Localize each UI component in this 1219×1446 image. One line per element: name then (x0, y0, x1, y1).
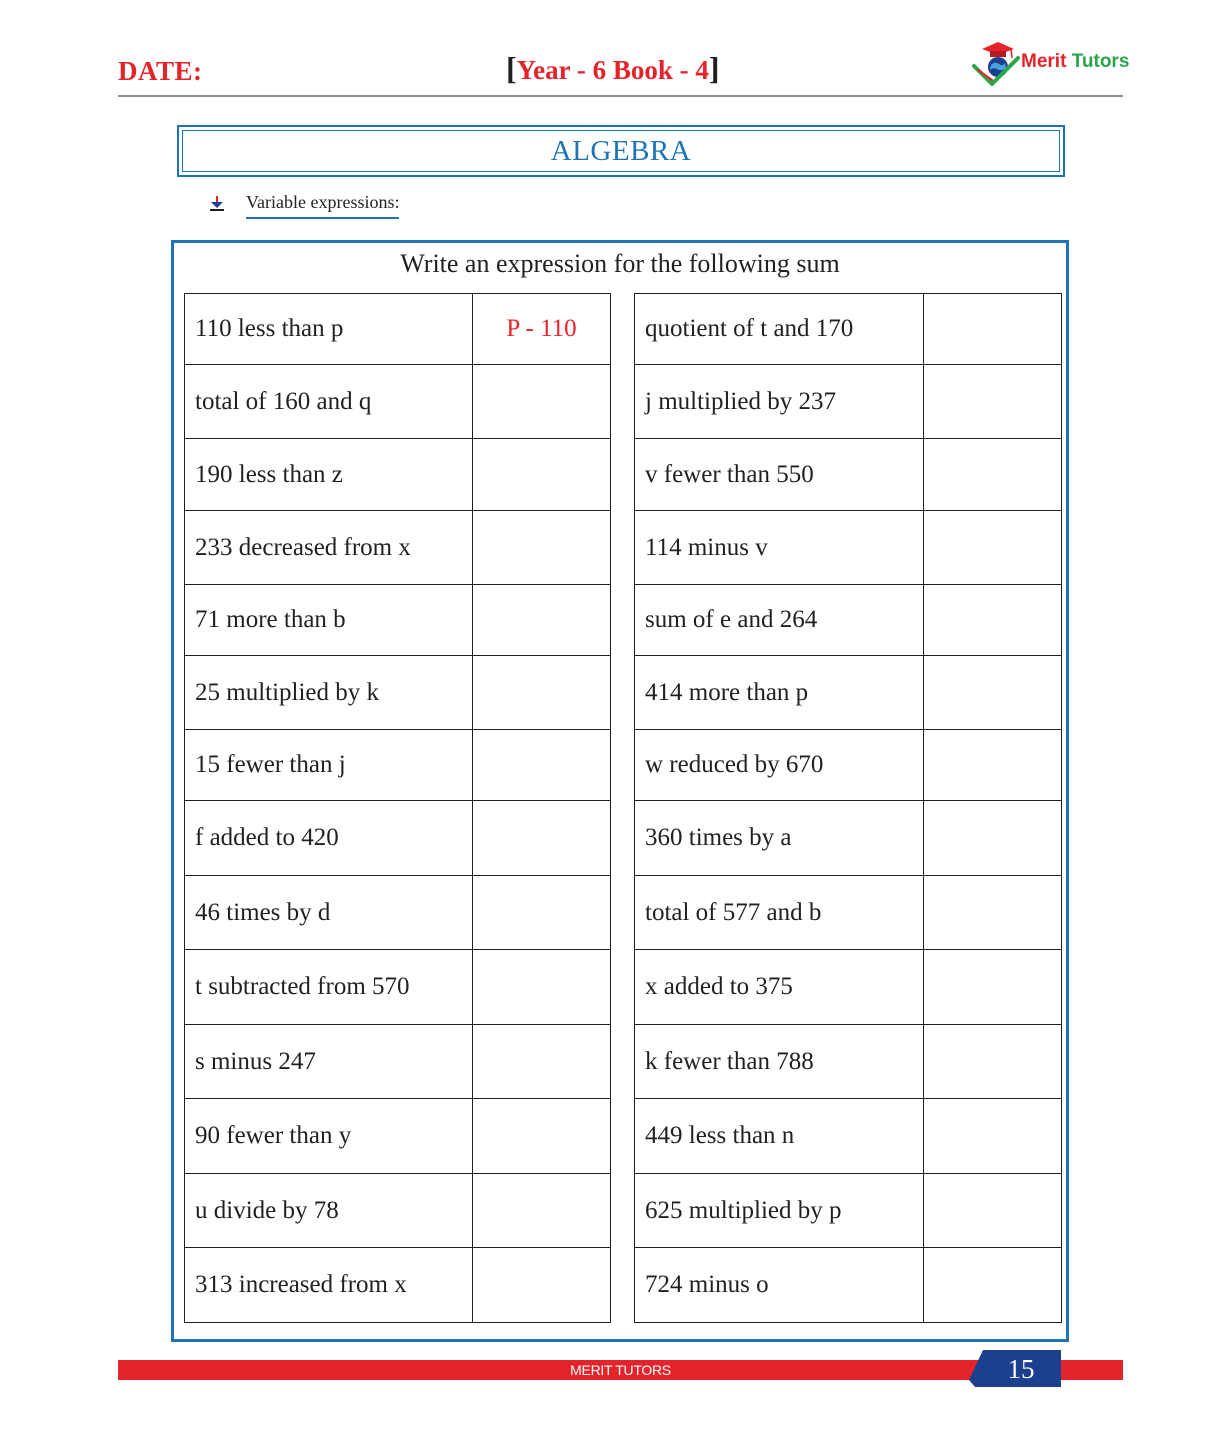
question-cell: 114 minus v (635, 511, 924, 585)
answer-cell[interactable] (924, 950, 1062, 1025)
question-cell: 25 multiplied by k (185, 656, 473, 730)
left-question-table-body (185, 294, 611, 1323)
answer-cell[interactable] (924, 876, 1062, 950)
table-row (635, 1248, 1062, 1323)
question-cell: 625 multiplied by p (635, 1174, 924, 1248)
question-cell: total of 160 and q (185, 365, 473, 439)
answer-cell[interactable] (473, 950, 611, 1025)
question-cell: f added to 420 (185, 801, 473, 876)
question-cell: quotient of t and 170 (635, 294, 924, 365)
answer-cell[interactable] (924, 365, 1062, 439)
question-cell: 360 times by a (635, 801, 924, 876)
question-cell: k fewer than 788 (635, 1025, 924, 1099)
question-cell: 724 minus o (635, 1248, 924, 1323)
table-row (635, 1099, 1062, 1174)
topic-banner (177, 125, 1065, 177)
answer-cell[interactable] (473, 585, 611, 656)
answer-cell[interactable] (924, 585, 1062, 656)
answer-cell[interactable] (473, 876, 611, 950)
answer-cell[interactable] (473, 1248, 611, 1323)
worksheet-instruction: Write an expression for the following sum (400, 249, 840, 278)
answer-cell[interactable] (924, 656, 1062, 730)
logo-text-merit: Merit (1021, 51, 1067, 72)
page-header (118, 50, 1130, 96)
table-row (185, 801, 611, 876)
table-row (185, 1099, 611, 1174)
right-question-table-body (635, 294, 1062, 1323)
book-title (506, 50, 720, 87)
date-label: DATE: (118, 56, 203, 86)
table-row (185, 656, 611, 730)
answer-cell[interactable] (924, 511, 1062, 585)
logo-text-tutors: Tutors (1071, 51, 1130, 72)
table-row (185, 365, 611, 439)
question-cell: 90 fewer than y (185, 1099, 473, 1174)
answer-cell[interactable] (473, 801, 611, 876)
table-row (185, 876, 611, 950)
question-cell: 233 decreased from x (185, 511, 473, 585)
answer-cell[interactable] (473, 439, 611, 511)
answer-cell[interactable] (473, 365, 611, 439)
answer-cell[interactable] (473, 1025, 611, 1099)
table-row (185, 585, 611, 656)
table-row (635, 439, 1062, 511)
table-row (635, 801, 1062, 876)
answer-cell[interactable] (924, 1248, 1062, 1323)
answer-cell[interactable] (924, 1025, 1062, 1099)
question-cell: x added to 375 (635, 950, 924, 1025)
question-cell: v fewer than 550 (635, 439, 924, 511)
right-question-table (634, 293, 1062, 1323)
answer-cell[interactable] (924, 439, 1062, 511)
answer-cell[interactable] (473, 730, 611, 801)
question-cell: j multiplied by 237 (635, 365, 924, 439)
logo-text (1021, 51, 1129, 73)
answer-cell[interactable] (473, 656, 611, 730)
question-cell: sum of e and 264 (635, 585, 924, 656)
table-row (635, 950, 1062, 1025)
left-question-table (184, 293, 611, 1323)
answer-cell[interactable] (924, 730, 1062, 801)
arrow-bullet-icon (209, 195, 225, 211)
table-row (635, 876, 1062, 950)
bracket-close: ] (708, 50, 720, 86)
question-cell: u divide by 78 (185, 1174, 473, 1248)
header-divider (118, 95, 1123, 97)
table-row (635, 294, 1062, 365)
answer-cell[interactable] (924, 1174, 1062, 1248)
question-cell: 110 less than p (185, 294, 473, 365)
question-cell: 15 fewer than j (185, 730, 473, 801)
table-row (185, 950, 611, 1025)
table-row (635, 511, 1062, 585)
answer-cell[interactable] (473, 1099, 611, 1174)
question-cell: 190 less than z (185, 439, 473, 511)
question-cell: t subtracted from 570 (185, 950, 473, 1025)
question-cell: w reduced by 670 (635, 730, 924, 801)
bracket-open: [ (506, 50, 517, 86)
answer-cell[interactable] (473, 511, 611, 585)
table-row (185, 1174, 611, 1248)
question-cell: 414 more than p (635, 656, 924, 730)
table-row (635, 656, 1062, 730)
table-row (185, 439, 611, 511)
table-row (635, 365, 1062, 439)
worksheet-frame (171, 240, 1069, 1342)
table-row (635, 585, 1062, 656)
question-cell: 313 increased from x (185, 1248, 473, 1323)
table-row (635, 730, 1062, 801)
topic-title: ALGEBRA (182, 130, 1060, 172)
graduation-globe-logo-icon (970, 40, 1022, 92)
question-cell: s minus 247 (185, 1025, 473, 1099)
table-row (185, 1025, 611, 1099)
answer-cell[interactable]: P - 110 (473, 294, 611, 365)
table-row (185, 294, 611, 365)
table-row (185, 1248, 611, 1323)
footer-brand: MERIT TUTORS (570, 1362, 671, 1378)
book-title-text: Year - 6 Book - 4 (516, 55, 709, 85)
question-cell: 71 more than b (185, 585, 473, 656)
table-row (185, 730, 611, 801)
question-cell: 449 less than n (635, 1099, 924, 1174)
question-cell: 46 times by d (185, 876, 473, 950)
answer-cell[interactable] (473, 1174, 611, 1248)
table-row (635, 1025, 1062, 1099)
answer-cell[interactable] (924, 801, 1062, 876)
answer-cell[interactable] (924, 294, 1062, 365)
question-cell: total of 577 and b (635, 876, 924, 950)
answer-cell[interactable] (924, 1099, 1062, 1174)
table-row (185, 511, 611, 585)
merit-tutors-logo (970, 40, 1130, 92)
table-row (635, 1174, 1062, 1248)
page-number: 15 (1007, 1354, 1035, 1384)
subheading-text: Variable expressions: (246, 192, 399, 219)
